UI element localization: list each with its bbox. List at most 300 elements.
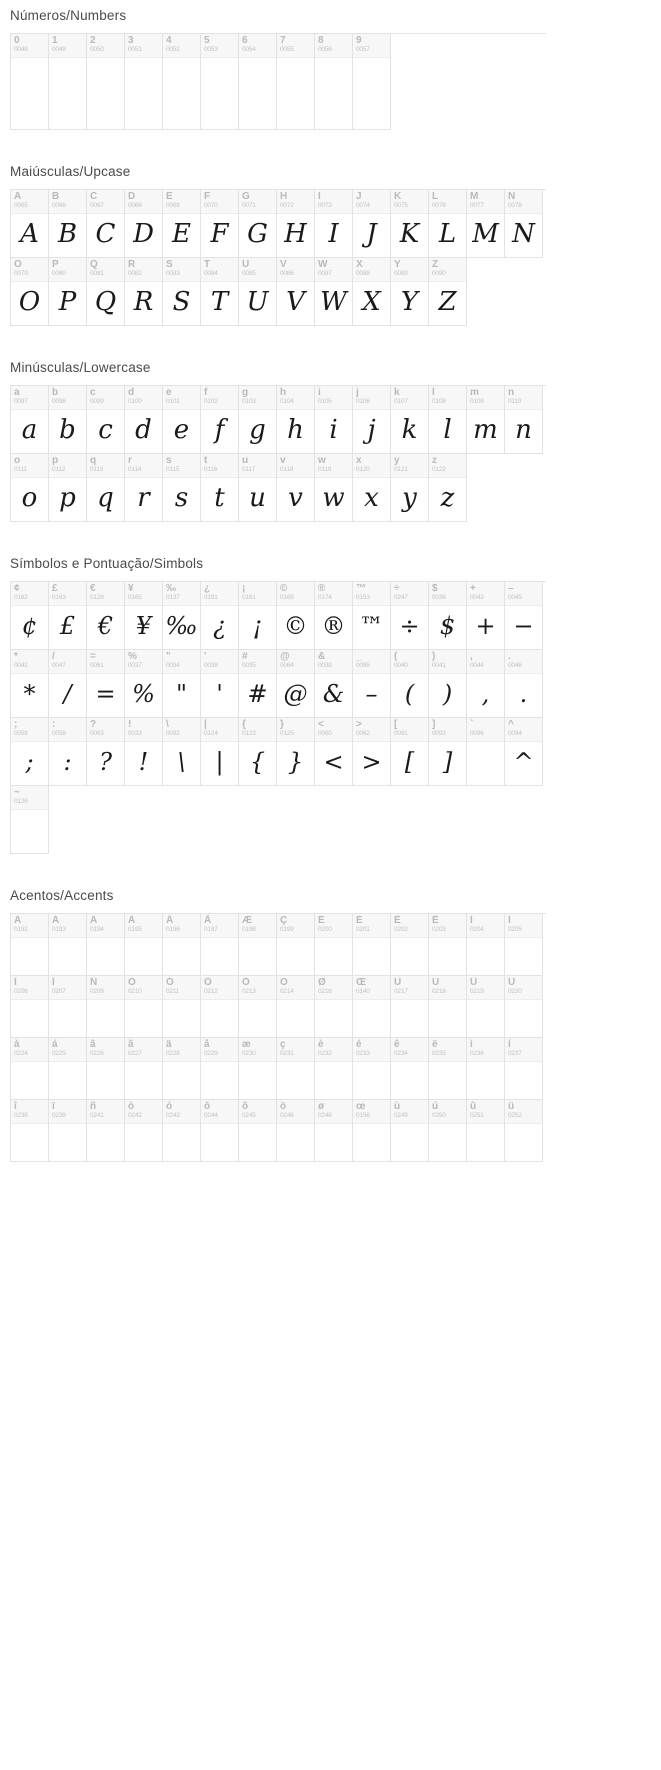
glyph-cell[interactable] [87,650,125,718]
glyph-character-label: Ö [280,977,288,988]
glyph-cell[interactable] [201,976,239,1038]
glyph-preview [353,1124,390,1161]
glyph-cell-header [391,582,428,606]
glyph-cell[interactable] [467,1100,505,1162]
glyph-cell[interactable] [87,454,125,522]
glyph-cell[interactable] [239,190,277,258]
glyph-cell[interactable] [87,1038,125,1100]
glyph-cell[interactable] [49,190,87,258]
glyph-cell[interactable] [11,786,49,854]
glyph-cell-header [315,1038,352,1062]
glyph-preview: " [175,680,188,708]
glyph-cell[interactable] [125,976,163,1038]
glyph-cell[interactable] [201,190,239,258]
glyph-cell[interactable] [277,454,315,522]
glyph-character-label: E [166,191,173,202]
glyph-character-label: @ [280,651,290,662]
glyph-cell[interactable] [467,976,505,1038]
glyph-cell[interactable] [315,1100,353,1162]
glyph-code-label: 0156 [356,1112,370,1119]
glyph-preview: < [323,748,344,776]
glyph-cell[interactable] [315,582,353,650]
glyph-preview [11,1124,48,1161]
glyph-character-label: ì [470,1039,473,1050]
glyph-cell[interactable] [429,718,467,786]
glyph-cell[interactable] [201,650,239,718]
glyph-character-label: d [128,387,135,398]
glyph-cell[interactable] [163,976,201,1038]
glyph-cell-header [315,914,352,938]
glyph-cell[interactable] [239,914,277,976]
glyph-cell[interactable] [429,454,467,522]
glyph-cell[interactable] [11,914,49,976]
glyph-cell[interactable] [315,34,353,130]
glyph-code-label: 0196 [166,926,180,933]
glyph-preview [391,1124,428,1161]
glyph-cell[interactable] [315,386,353,454]
glyph-cell-header [49,650,86,674]
glyph-cell[interactable] [391,650,429,718]
glyph-cell-header [49,976,86,1000]
glyph-cell-header [505,386,542,410]
glyph-cell[interactable] [87,582,125,650]
glyph-cell[interactable] [239,258,277,326]
glyph-cell[interactable] [429,650,467,718]
glyph-cell-header [163,386,200,410]
glyph-cell[interactable] [11,650,49,718]
glyph-cell-header [87,1100,124,1124]
glyph-cell[interactable] [239,34,277,130]
glyph-cell[interactable] [505,914,543,976]
glyph-cell[interactable] [315,976,353,1038]
glyph-code-label: 0205 [508,926,522,933]
glyph-code-label: 0200 [318,926,332,933]
glyph-cell[interactable] [353,258,391,326]
glyph-preview [11,1000,48,1037]
glyph-character-label: \ [166,719,169,730]
glyph-cell[interactable] [49,582,87,650]
glyph-cell[interactable] [277,914,315,976]
glyph-cell[interactable] [353,190,391,258]
glyph-code-label: 0058 [52,730,66,737]
glyph-code-label: 0217 [394,988,408,995]
glyph-preview [163,58,200,129]
glyph-preview: D [133,219,154,249]
glyph-cell[interactable] [353,454,391,522]
glyph-cell[interactable] [315,650,353,718]
glyph-code-label: 0125 [280,730,294,737]
glyph-cell-header [87,454,124,478]
glyph-character-label: S [166,259,173,270]
glyph-preview: L [438,219,457,249]
glyph-cell-header [201,718,238,742]
glyph-preview: j [367,415,376,445]
glyph-cell-header [201,1100,238,1124]
glyph-cell[interactable] [429,1038,467,1100]
glyph-code-label: 0082 [128,270,142,277]
glyph-cell-header [49,582,86,606]
glyph-preview [239,1124,276,1161]
glyph-cell[interactable] [467,1038,505,1100]
glyph-cell[interactable] [163,650,201,718]
glyph-preview: [ [404,748,415,776]
glyph-cell-header [201,582,238,606]
glyph-character-label: I [318,191,321,202]
glyph-cell[interactable] [277,258,315,326]
glyph-character-label: ® [318,583,326,594]
glyph-cell[interactable] [11,258,49,326]
glyph-cell[interactable] [391,718,429,786]
glyph-cell[interactable] [277,718,315,786]
glyph-cell-header [391,1038,428,1062]
glyph-cell[interactable] [49,1100,87,1162]
glyph-cell-header [391,650,428,674]
glyph-cell[interactable] [467,582,505,650]
glyph-cell[interactable] [429,1100,467,1162]
glyph-character-label: Ú [432,977,440,988]
glyph-cell[interactable] [277,386,315,454]
glyph-cell[interactable] [163,34,201,130]
glyph-code-label: 0097 [14,398,28,405]
glyph-cell[interactable] [391,1038,429,1100]
glyph-character-label: ø [318,1101,325,1112]
glyph-cell[interactable] [87,914,125,976]
glyph-preview: U [246,287,269,317]
glyph-cell[interactable] [49,718,87,786]
glyph-character-label: 9 [356,35,362,46]
glyph-cell[interactable] [163,1038,201,1100]
glyph-cell[interactable] [239,650,277,718]
glyph-cell[interactable] [239,454,277,522]
glyph-cell[interactable] [163,718,201,786]
glyph-character-label: c [90,387,96,398]
glyph-cell[interactable] [277,190,315,258]
glyph-cell[interactable] [49,976,87,1038]
glyph-cell[interactable] [87,386,125,454]
glyph-cell-header [467,976,504,1000]
glyph-cell[interactable] [277,1038,315,1100]
glyph-cell-header [239,582,276,606]
glyph-cell[interactable] [49,386,87,454]
glyph-character-label: ö [280,1101,287,1112]
glyph-cell[interactable] [125,582,163,650]
glyph-cell[interactable] [11,386,49,454]
glyph-cell[interactable] [201,258,239,326]
glyph-character-label: O [14,259,22,270]
glyph-cell[interactable] [277,582,315,650]
glyph-cell[interactable] [87,258,125,326]
glyph-cell-header [429,190,466,214]
glyph-character-label: U [242,259,250,270]
glyph-character-label: ñ [90,1101,97,1112]
glyph-code-label: 0210 [128,988,142,995]
glyph-preview [391,938,428,975]
glyph-cell[interactable] [467,914,505,976]
glyph-preview [505,938,542,975]
glyph-cell[interactable] [201,1100,239,1162]
glyph-preview: Q [94,287,117,317]
glyph-code-label: 0195 [128,926,142,933]
glyph-code-label: 0046 [508,662,522,669]
glyph-cell[interactable] [505,718,543,786]
glyph-preview: \ [177,748,186,776]
glyph-cell[interactable] [201,454,239,522]
glyph-cell[interactable] [429,976,467,1038]
glyph-character-label: * [14,651,18,662]
glyph-cell[interactable] [353,914,391,976]
glyph-cell[interactable] [49,1038,87,1100]
glyph-cell[interactable] [353,1038,391,1100]
glyph-code-label: 0114 [128,466,142,473]
glyph-cell[interactable] [353,650,391,718]
glyph-cell[interactable] [353,386,391,454]
glyph-character-label: F [204,191,211,202]
glyph-cell[interactable] [429,386,467,454]
glyph-cell[interactable] [163,454,201,522]
glyph-character-label: n [508,387,515,398]
glyph-code-label: 0163 [52,594,66,601]
glyph-cell[interactable] [353,1100,391,1162]
glyph-cell-header [49,1100,86,1124]
glyph-cell-header [201,258,238,282]
glyph-cell[interactable] [87,1100,125,1162]
glyph-code-label: 0107 [394,398,408,405]
glyph-cell[interactable] [467,386,505,454]
glyph-preview [87,1062,124,1099]
glyph-cell[interactable] [201,718,239,786]
glyph-cell-header [391,258,428,282]
glyph-preview [11,1062,48,1099]
glyph-cell[interactable] [505,1038,543,1100]
glyph-character-label: à [14,1039,20,1050]
glyph-cell[interactable] [11,1100,49,1162]
glyph-character-label: b [52,387,59,398]
glyph-character-label: r [128,455,132,466]
glyph-preview: l [443,415,452,445]
glyph-code-label: 0089 [394,270,408,277]
glyph-cell-header [239,1038,276,1062]
glyph-preview: z [440,483,455,513]
glyph-cell-header [239,34,276,58]
glyph-cell[interactable] [11,976,49,1038]
glyph-cell-header [87,914,124,938]
glyph-cell[interactable] [429,258,467,326]
glyph-cell[interactable] [239,386,277,454]
glyph-cell[interactable] [239,1100,277,1162]
glyph-code-label: 0203 [432,926,446,933]
glyph-cell[interactable] [125,1100,163,1162]
glyph-cell[interactable] [315,1038,353,1100]
glyph-cell[interactable] [201,914,239,976]
glyph-cell[interactable] [277,34,315,130]
glyph-cell[interactable] [353,718,391,786]
glyph-cell[interactable] [391,190,429,258]
glyph-cell[interactable] [353,34,391,130]
glyph-cell[interactable] [163,914,201,976]
glyph-cell[interactable] [315,190,353,258]
glyph-cell[interactable] [505,190,543,258]
glyph-cell-header [163,650,200,674]
glyph-cell-header [391,718,428,742]
glyph-preview: g [249,415,266,445]
glyph-character-label: u [242,455,249,466]
glyph-cell[interactable] [125,1038,163,1100]
glyph-cell[interactable] [125,454,163,522]
glyph-cell[interactable] [467,190,505,258]
glyph-character-label: ) [432,651,436,662]
glyph-preview: * [23,680,36,708]
glyph-cell[interactable] [125,258,163,326]
glyph-cell[interactable] [87,34,125,130]
glyph-cell[interactable] [11,718,49,786]
glyph-character-label: è [318,1039,324,1050]
glyph-cell[interactable] [429,190,467,258]
glyph-character-label: $ [432,583,438,594]
glyph-code-label: 0230 [242,1050,256,1057]
glyph-cell[interactable] [87,718,125,786]
glyph-cell-header [429,718,466,742]
glyph-cell[interactable] [391,258,429,326]
glyph-cell[interactable] [391,386,429,454]
glyph-cell-header [49,718,86,742]
glyph-code-label: 0078 [508,202,522,209]
glyph-preview: k [401,415,418,445]
glyph-cell[interactable] [239,718,277,786]
glyph-cell[interactable] [505,1100,543,1162]
glyph-character-label: g [242,387,249,398]
glyph-cell-header [277,718,314,742]
glyph-character-label: ` [470,719,474,730]
glyph-cell-header [125,1100,162,1124]
glyph-character-label: Y [394,259,401,270]
glyph-cell[interactable] [11,190,49,258]
glyph-cell[interactable] [49,258,87,326]
glyph-character-label: J [356,191,362,202]
glyph-cell-header [467,582,504,606]
glyph-cell[interactable] [163,1100,201,1162]
glyph-code-label: 0051 [128,46,142,53]
glyph-cell[interactable] [505,386,543,454]
glyph-cell-header [11,650,48,674]
glyph-cell[interactable] [277,650,315,718]
glyph-cell[interactable] [239,976,277,1038]
glyph-cell[interactable] [353,582,391,650]
glyph-cell-header [315,454,352,478]
glyph-character-label: Í [508,915,511,926]
glyph-preview [87,1124,124,1161]
glyph-cell[interactable] [49,914,87,976]
glyph-character-label: R [128,259,136,270]
glyph-cell[interactable] [11,582,49,650]
glyph-cell[interactable] [391,914,429,976]
glyph-cell[interactable] [87,190,125,258]
glyph-code-label: 0191 [204,594,218,601]
glyph-cell[interactable] [201,582,239,650]
glyph-character-label: + [470,583,476,594]
glyph-cell-header [315,386,352,410]
glyph-cell[interactable] [125,650,163,718]
glyph-preview [277,938,314,975]
glyph-cell[interactable] [11,454,49,522]
glyph-cell[interactable] [163,190,201,258]
glyph-cell[interactable] [201,34,239,130]
glyph-cell[interactable] [163,386,201,454]
glyph-code-label: 0037 [128,662,142,669]
glyph-character-label: Á [52,915,60,926]
glyph-cell[interactable] [49,454,87,522]
glyph-preview: ¢ [21,612,38,640]
glyph-character-label: x [356,455,362,466]
glyph-cell[interactable] [391,1100,429,1162]
glyph-character-label: Ò [128,977,136,988]
glyph-cell[interactable] [11,1038,49,1100]
glyph-cell[interactable] [391,454,429,522]
glyph-character-label: ï [52,1101,55,1112]
glyph-character-label: _ [356,651,362,662]
glyph-cell[interactable] [467,718,505,786]
glyph-cell[interactable] [467,650,505,718]
glyph-code-label: 0124 [204,730,218,737]
glyph-preview [315,1124,352,1161]
glyph-code-label: 0174 [318,594,332,601]
glyph-cell[interactable] [353,976,391,1038]
glyph-cell[interactable] [505,976,543,1038]
glyph-code-label: 0095 [356,662,370,669]
glyph-cell[interactable] [49,650,87,718]
glyph-cell[interactable] [277,1100,315,1162]
glyph-cell[interactable] [125,190,163,258]
glyph-character-label: X [356,259,363,270]
glyph-code-label: 0060 [318,730,332,737]
glyph-cell[interactable] [429,914,467,976]
glyph-cell[interactable] [315,914,353,976]
glyph-code-label: 0088 [356,270,370,277]
glyph-cell[interactable] [125,34,163,130]
glyph-cell[interactable] [201,1038,239,1100]
glyph-cell[interactable] [201,386,239,454]
glyph-cell[interactable] [11,34,49,130]
glyph-cell[interactable] [163,582,201,650]
glyph-cell-header [353,1038,390,1062]
glyph-cell-header [125,650,162,674]
section-spacer [10,1166,651,1188]
glyph-character-label: > [356,719,362,730]
glyph-cell[interactable] [125,914,163,976]
glyph-cell[interactable] [239,582,277,650]
glyph-cell[interactable] [391,582,429,650]
glyph-cell-header [125,190,162,214]
glyph-cell[interactable] [125,386,163,454]
glyph-cell-header [239,190,276,214]
glyph-cell[interactable] [505,650,543,718]
glyph-cell[interactable] [163,258,201,326]
glyph-cell[interactable] [49,34,87,130]
glyph-code-label: 0238 [14,1112,28,1119]
glyph-cell[interactable] [505,582,543,650]
glyph-cell[interactable] [277,976,315,1038]
glyph-cell[interactable] [239,1038,277,1100]
glyph-section-symbols [10,548,651,854]
glyph-cell[interactable] [315,718,353,786]
glyph-cell[interactable] [391,976,429,1038]
glyph-cell[interactable] [125,718,163,786]
glyph-code-label: 0237 [508,1050,522,1057]
glyph-cell[interactable] [429,582,467,650]
glyph-cell[interactable] [315,258,353,326]
glyph-code-label: 0069 [166,202,180,209]
glyph-cell[interactable] [87,976,125,1038]
glyph-cell[interactable] [315,454,353,522]
